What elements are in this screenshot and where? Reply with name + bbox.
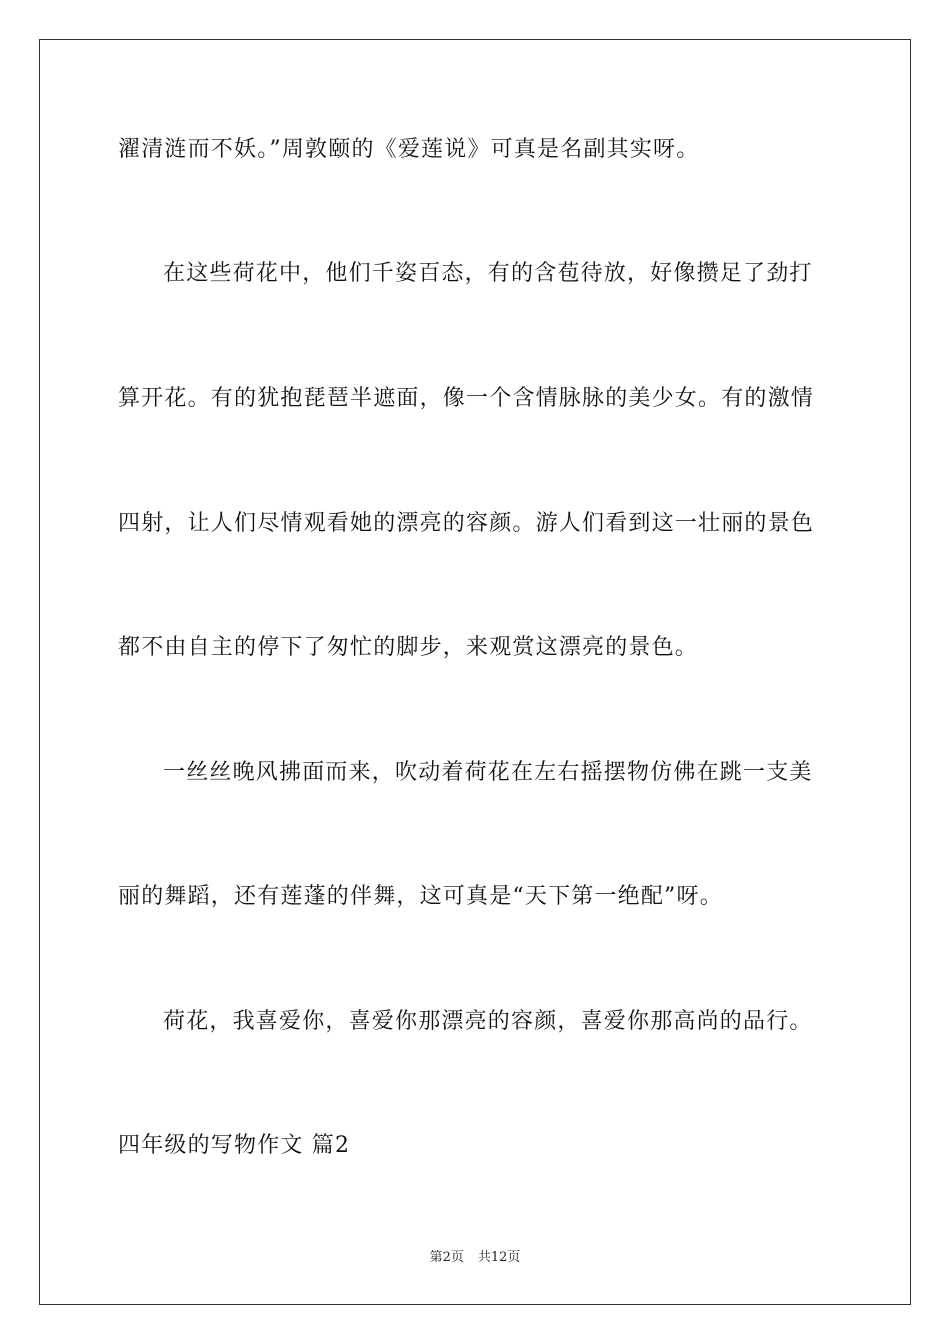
text-line-5: 都不由自主的停下了匆忙的脚步，来观赏这漂亮的景色。 — [118, 635, 699, 660]
text-line-1: 濯清涟而不妖。”周敦颐的《爱莲说》可真是名副其实呀。 — [118, 137, 700, 162]
section-heading: 四年级的写物作文 篇2 — [118, 1133, 351, 1158]
text-line-3: 算开花。有的犹抱琵琶半遮面，像一个含情脉脉的美少女。有的激情 — [118, 386, 815, 411]
page-border — [39, 39, 911, 1305]
text-line-7: 丽的舞蹈，还有莲蓬的伴舞，这可真是“天下第一绝配”呀。 — [118, 884, 723, 909]
text-line-8: 荷花，我喜爱你，喜爱你那漂亮的容颜，喜爱你那高尚的品行。 — [163, 1009, 813, 1034]
page-number: 第2页 — [429, 1250, 464, 1265]
text-line-2: 在这些荷花中，他们千姿百态，有的含苞待放，好像攒足了劲打 — [163, 261, 813, 286]
page-footer — [0, 1246, 950, 1265]
text-line-6: 一丝丝晚风拂面而来，吹动着荷花在左右摇摆物仿佛在跳一支美 — [163, 760, 813, 785]
text-line-4: 四射，让人们尽情观看她的漂亮的容颜。游人们看到这一壮丽的景色 — [118, 511, 815, 536]
page-total: 共12页 — [477, 1250, 521, 1265]
